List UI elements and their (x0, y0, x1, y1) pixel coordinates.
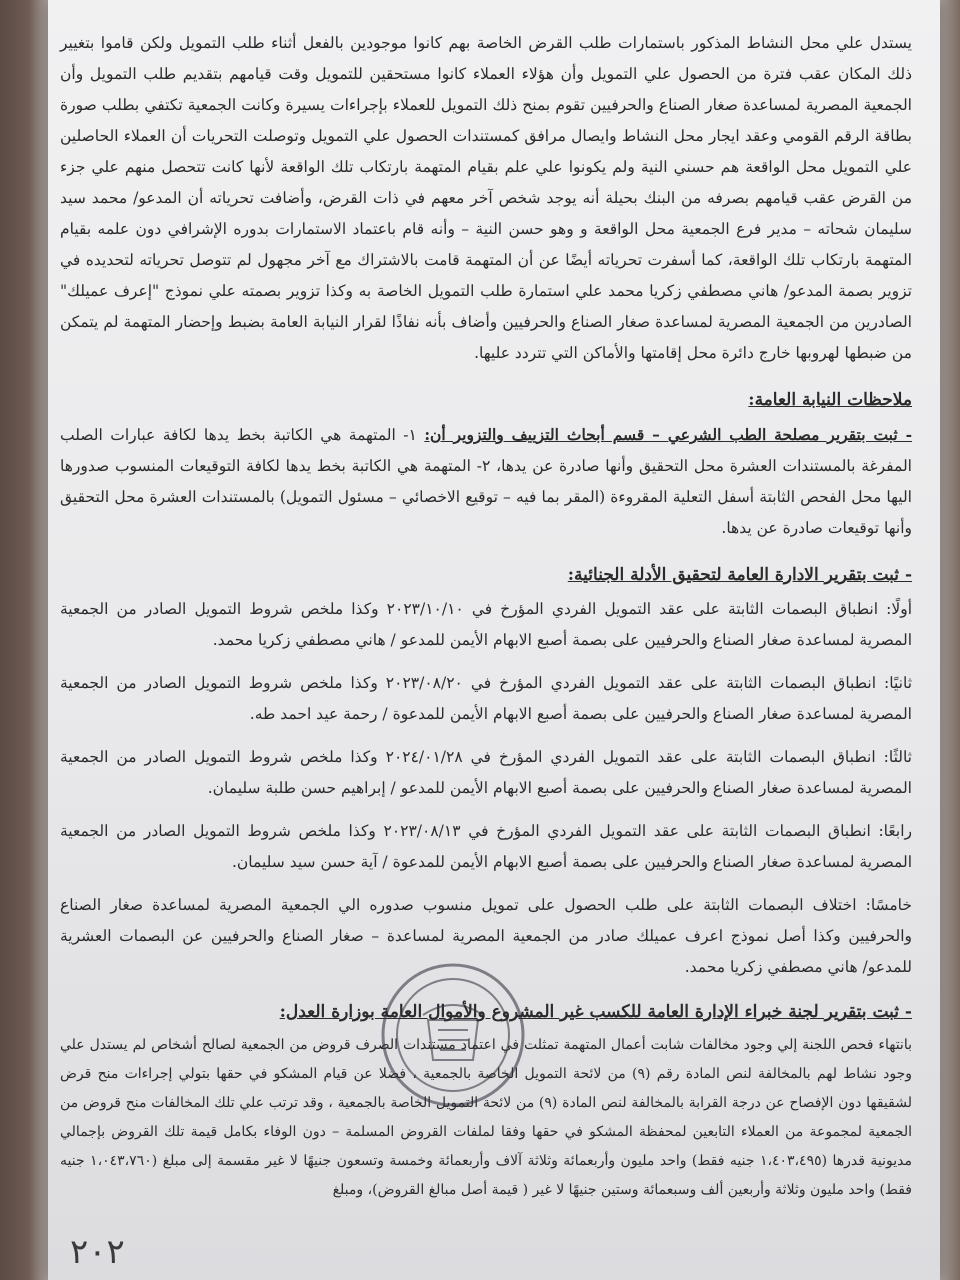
evidence-item-2: ثانيًا: انطباق البصمات الثابتة على عقد التمويل الفردي المؤرخ في ٢٠٢٣/٠٨/٢٠ وكذا ملخص شروط التمويل الصادر من الجمعية المصرية لمساعدة صغار الصناع والحرفيين على بصمة أصبع الابهام الأيمن للمدعوة / رحمة عيد احمد طه. (60, 674, 913, 723)
intro-paragraph: يستدل علي محل النشاط المذكور باستمارات طلب القرض الخاصة بهم كانوا موجودين بالفعل أثناء طلب التمويل ولكن قاموا بتغيير ذلك المكان عقب فترة من الحصول علي التمويل وأن هؤلاء العملاء كانوا مستحقين للتمويل وقت قيامهم بتقديم طلب التمويل وأن الجمعية المصرية لمساعدة صغار الصناع والحرفيين تقوم بمنح ذلك التمويل للعملاء بإجراءات يسيرة وكانت الجمعية تكتفي بطلب صورة بطاقة الرقم القومي وعقد ايجار محل النشاط وايصال مرافق كمستندات الحصول علي التمويل وتوصلت التحريات أن العملاء الحاصلين علي التمويل محل الواقعة هم حسني النية ولم يكونوا علي علم بقيام المتهمة بارتكاب تلك الواقعة لأنها كانت تتحصل منهم علي جزء من القرض عقب قيامهم بصرفه من البنك بحيلة أنه يوجد شخص آخر معهم في ذات القرض، وأضافت تحرياته أن المدعو/ محمد سيد سليمان شحاته – مدير فرع الجمعية محل الواقعة و وهو حسن النية – وأنه قام باعتماد الاستمارات بدوره الإشرافي دون علمه بقيام المتهمة بارتكاب تلك الواقعة، كما أسفرت تحرياته أيضًا عن أن المتهمة قامت بالاشتراك مع آخر مجهول لم تتوصل تحرياته لتحديده في تزوير بصمة المدعو/ هاني مصطفي زكريا محمد علي استمارة طلب التمويل الخاصة به وكذا تزوير بصمته علي نموذج "إعرف عميلك" الصادرين من الجمعية المصرية لمساعدة صغار الصناع والحرفيين وأضاف بأنه نفاذًا لقرار النيابة العامة بضبط وإحضار المتهمة لم يتمكن من ضبطها لهروبها خارج دائرة محل إقامتها والأماكن التي تتردد عليها. (60, 34, 912, 362)
evidence-item-1: أولًا: انطباق البصمات الثابتة على عقد التمويل الفردي المؤرخ في ٢٠٢٣/١٠/١٠ وكذا ملخص شروط التمويل الصادر من الجمعية المصرية لمساعدة صغار الصناع والحرفيين على بصمة أصبع الابهام الأيمن للمدعو / هاني مصطفي زكريا محمد. (60, 600, 913, 649)
forensic-heading: - ثبت بتقرير مصلحة الطب الشرعي – قسم أبحاث التزييف والتزوير أن: (424, 425, 913, 444)
forensic-report (60, 419, 912, 544)
notes-heading: ملاحظات النيابة العامة: (748, 390, 912, 410)
forensic-text: ١- المتهمة هي الكاتبة بخط يدها لكافة عبارات الصلب المفرغة بالمستندات العشرة محل التحقيق وأنها صادرة عن يدها، ٢- المتهمة هي الكاتبة بخط يدها لكافة التوقيعات المنسوب صدورها اليها محل الفحص الثابتة أسفل التعلية المقروءة (المقر بما فيه – توقيع الاخصائي – مسئول التمويل) بالمستندات العشرة محل التحقيق وأنها توقيعات صادرة عن يدها. (60, 426, 912, 537)
evidence-item-3: ثالثًا: انطباق البصمات الثابتة على عقد التمويل الفردي المؤرخ في ٢٠٢٤/٠١/٢٨ وكذا ملخص شروط التمويل الصادر من الجمعية المصرية لمساعدة صغار الصناع والحرفيين على بصمة أصبع الابهام الأيمن للمدعو / إبراهيم حسن طلبة سليمان. (60, 748, 913, 797)
experts-report: بانتهاء فحص اللجنة إلي وجود مخالفات شابت أعمال المتهمة تمثلت في اعتماد مستندات الصرف قروض من الجمعية لصالح أشخاص لم يستدل علي وجود نشاط لهم بالمخالفة لنص المادة رقم (٩) من لائحة التمويل الخاصة بالجمعية ، فضلا عن قيام المشكو في حقها بتولي إجراءات منح قرض لشقيقها دون الإفصاح عن درجة القرابة بالمخالفة لنص المادة (٩) من لائحة التمويل الخاصة بالجمعية ، وقد ترتب علي تلك المخالفات منح قروض من الجمعية لمجموعة من العملاء التابعين لمحفظة المشكو في حقها وفقا لملفات القروض المسلمة – دون الوفاء بكامل قيمة تلك القروض بإجمالي مديونية قدرها (١،٤٠٣،٤٩٥ جنيه فقط) واحد مليون وأربعمائة وثلاثة آلاف وأربعمائة وخمسة وتسعون جنيهًا لا غير مقسمة إلى مبلغ (١،٠٤٣،٧٦٠ جنيه فقط) واحد مليون وثلاثة وأربعين ألف وسبعمائة وستين جنيهًا لا غير ( قيمة أصل مبالغ القروض)، ومبلغ (60, 1037, 913, 1198)
evidence-item-5: خامسًا: اختلاف البصمات الثابتة على طلب الحصول على تمويل منسوب صدوره الي الجمعية المصرية لمساعدة صغار الصناع والحرفيين وكذا أصل نموذج اعرف عميلك صادر من الجمعية المصرية لمساعدة – صغار الصناع والحرفيين عن البصمات العشرية للمدعو/ هاني مصطفي زكريا محمد. (60, 896, 912, 976)
evidence-heading: - ثبت بتقرير الادارة العامة لتحقيق الأدلة الجنائية: (567, 565, 912, 585)
official-seal-stamp (378, 960, 528, 1110)
evidence-item-4: رابعًا: انطباق البصمات الثابتة على عقد التمويل الفردي المؤرخ في ٢٠٢٣/٠٨/١٣ وكذا ملخص شروط التمويل الصادر من الجمعية المصرية لمساعدة صغار الصناع والحرفيين على بصمة أصبع الابهام الأيمن للمدعوة / آية حسن سيد سليمان. (60, 822, 912, 871)
page-number: ٢٠٢ (70, 1232, 125, 1272)
experts-heading: - ثبت بتقرير لجنة خبراء الإدارة العامة للكسب غير المشروع والأموال العامة بوزارة العدل: (279, 1002, 912, 1022)
